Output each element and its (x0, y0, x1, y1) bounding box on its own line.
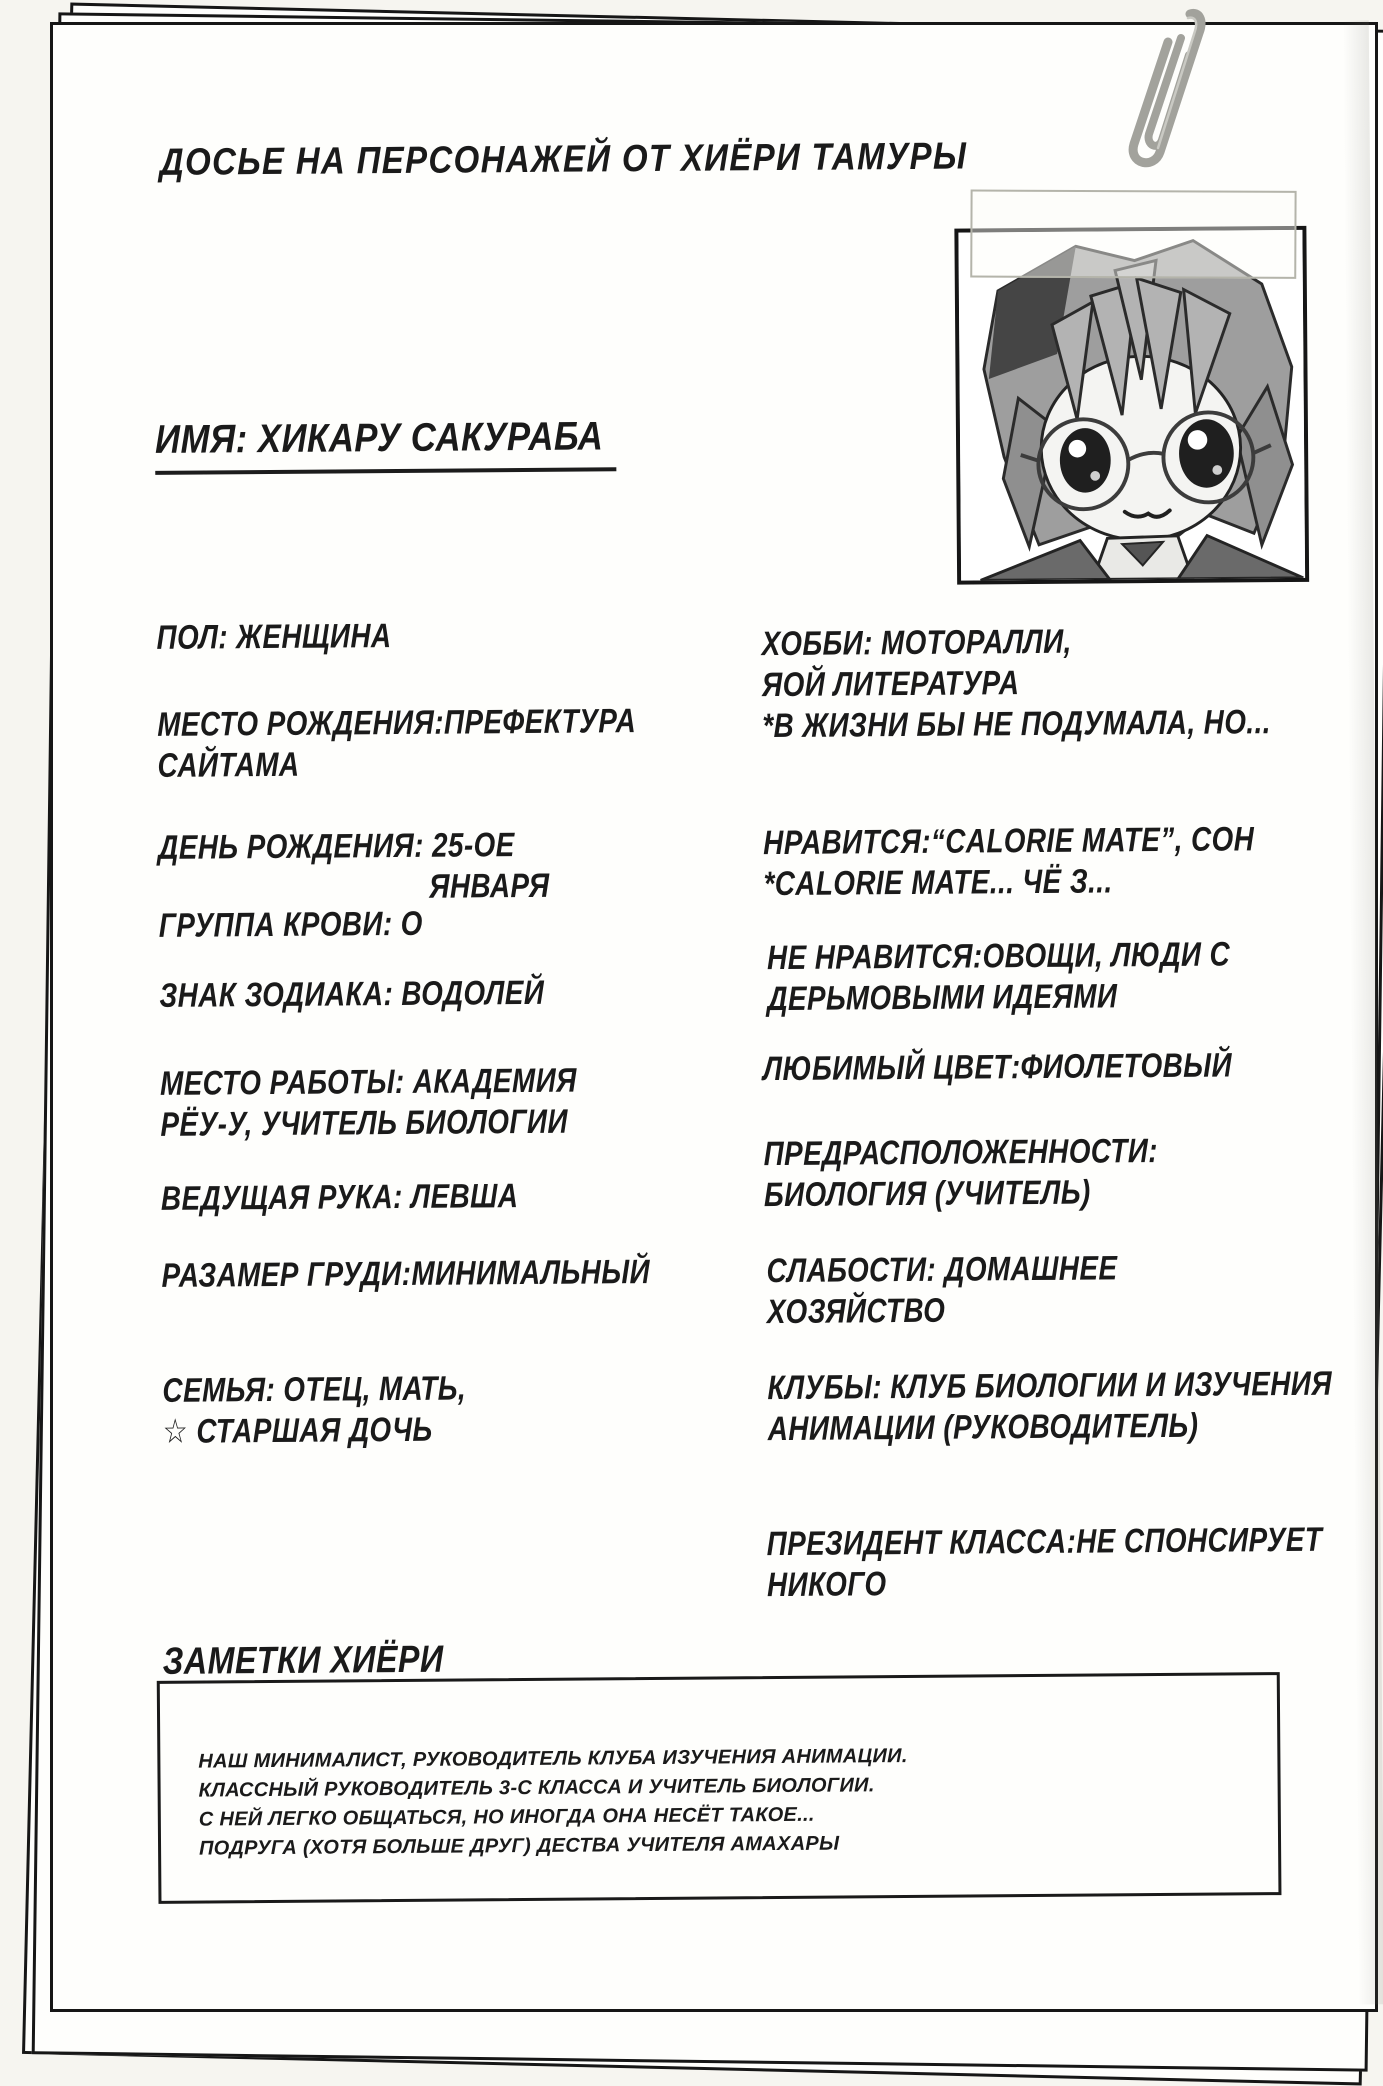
text-line: ПРЕДРАСПОЛОЖЕННОСТИ: (763, 1132, 1159, 1174)
text-line: ЯНВАРЯ (428, 866, 550, 906)
text-line: ПРЕЗИДЕНТ КЛАССА:НЕ СПОНСИРУЕТ (766, 1520, 1323, 1564)
notes-text (198, 1742, 908, 1864)
field-weaknesses (766, 1248, 1117, 1332)
field-birthday (158, 825, 550, 910)
text-line: *CALORIE MATE... ЧЁ З... (763, 862, 1113, 903)
text-line: БИОЛОГИЯ (УЧИТЕЛЬ) (763, 1173, 1091, 1214)
field-favorite-color (763, 1045, 1232, 1089)
text-line: ДЕНЬ РОЖДЕНИЯ: 25-ОЕ (158, 826, 515, 867)
text-line: КЛАССНЫЙ РУКОВОДИТЕЛЬ 3-С КЛАССА И УЧИТЕЛЬ БИОЛОГИИ. (198, 1774, 875, 1802)
field-aptitudes (763, 1131, 1158, 1216)
text-line: ЯОЙ ЛИТЕРАТУРА (761, 663, 1020, 704)
text-line: КЛУБЫ: КЛУБ БИОЛОГИИ И ИЗУЧЕНИЯ (767, 1364, 1333, 1408)
text-line: РАЗАМЕР ГРУДИ:МИНИМАЛЬНЫЙ (161, 1253, 651, 1295)
text-line: НРАВИТСЯ:“CALORIE MATE”, СОН (763, 820, 1255, 863)
text-line: ☆ СТАРШАЯ ДОЧЬ (162, 1410, 433, 1451)
text-line: НЕ НРАВИТСЯ:ОВОЩИ, ЛЮДИ С (766, 935, 1231, 978)
paper-sheet-main (50, 22, 1378, 2012)
field-bust-size (161, 1252, 650, 1297)
field-zodiac-sign (159, 973, 544, 1017)
text-line: ВЕДУЩАЯ РУКА: ЛЕВША (160, 1177, 519, 1218)
text-line: РЁУ-У, УЧИТЕЛЬ БИОЛОГИИ (160, 1102, 569, 1144)
notes-box (157, 1672, 1282, 1904)
field-likes (763, 819, 1255, 904)
field-dominant-hand (161, 1176, 519, 1220)
name-line: ИМЯ: ХИКАРУ САКУРАБА (155, 414, 617, 475)
field-dislikes (767, 934, 1231, 1019)
field-workplace (160, 1061, 577, 1146)
text-line: САЙТАМА (157, 745, 300, 785)
text-line: ЛЮБИМЫЙ ЦВЕТ:ФИОЛЕТОВЫЙ (762, 1046, 1233, 1089)
dossier-content (47, 20, 1383, 2014)
notes-heading: ЗАМЕТКИ ХИЁРИ (162, 1638, 444, 1683)
page-edge-shading (1343, 20, 1383, 2004)
text-line: С НЕЙ ЛЕГКО ОБЩАТЬСЯ, НО ИНОГДА ОНА НЕСЁТ ТАКОЕ... (198, 1803, 815, 1831)
field-gender (156, 616, 391, 659)
text-line: ГРУППА КРОВИ: О (158, 904, 423, 945)
text-line: НИКОГО (766, 1564, 887, 1604)
text-line: НАШ МИНИМАЛИСТ, РУКОВОДИТЕЛЬ КЛУБА ИЗУЧЕНИЯ АНИМАЦИИ. (198, 1745, 908, 1773)
field-class-president (767, 1520, 1323, 1606)
page-title: ДОСЬЕ НА ПЕРСОНАЖЕЙ ОТ ХИЁРИ ТАМУРЫ (159, 135, 968, 184)
text-line: ДЕРЬМОВЫМИ ИДЕЯМИ (767, 977, 1118, 1018)
text-line: ХОЗЯЙСТВО (766, 1291, 946, 1331)
text-line: МЕСТО РОЖДЕНИЯ:ПРЕФЕКТУРА (157, 702, 637, 744)
tape-icon (970, 189, 1296, 278)
text-line: СЕМЬЯ: ОТЕЦ, МАТЬ, (162, 1369, 467, 1410)
field-birthplace (157, 701, 636, 786)
text-line: *В ЖИЗНИ БЫ НЕ ПОДУМАЛА, НО... (762, 702, 1271, 745)
text-line: ПОЛ: ЖЕНЩИНА (156, 617, 392, 657)
field-hobby (761, 620, 1270, 746)
text-line: ЗНАК ЗОДИАКА: ВОДОЛЕЙ (159, 973, 545, 1015)
portrait-photo (954, 226, 1309, 585)
text-line: АНИМАЦИИ (РУКОВОДИТЕЛЬ) (767, 1406, 1199, 1448)
paperclip-icon (1118, 2, 1210, 180)
field-family (162, 1368, 466, 1452)
field-clubs (767, 1364, 1332, 1450)
text-line: МЕСТО РАБОТЫ: АКАДЕМИЯ (159, 1061, 577, 1103)
text-line: ХОББИ: МОТОРАЛЛИ, (761, 622, 1072, 664)
portrait-illustration (958, 230, 1305, 581)
text-line: СЛАБОСТИ: ДОМАШНЕЕ (766, 1249, 1118, 1291)
text-line: ПОДРУГА (ХОТЯ БОЛЬШЕ ДРУГ) ДЕСТВА УЧИТЕЛЯ АМАХАРЫ (198, 1832, 840, 1860)
field-blood-type (159, 904, 423, 947)
